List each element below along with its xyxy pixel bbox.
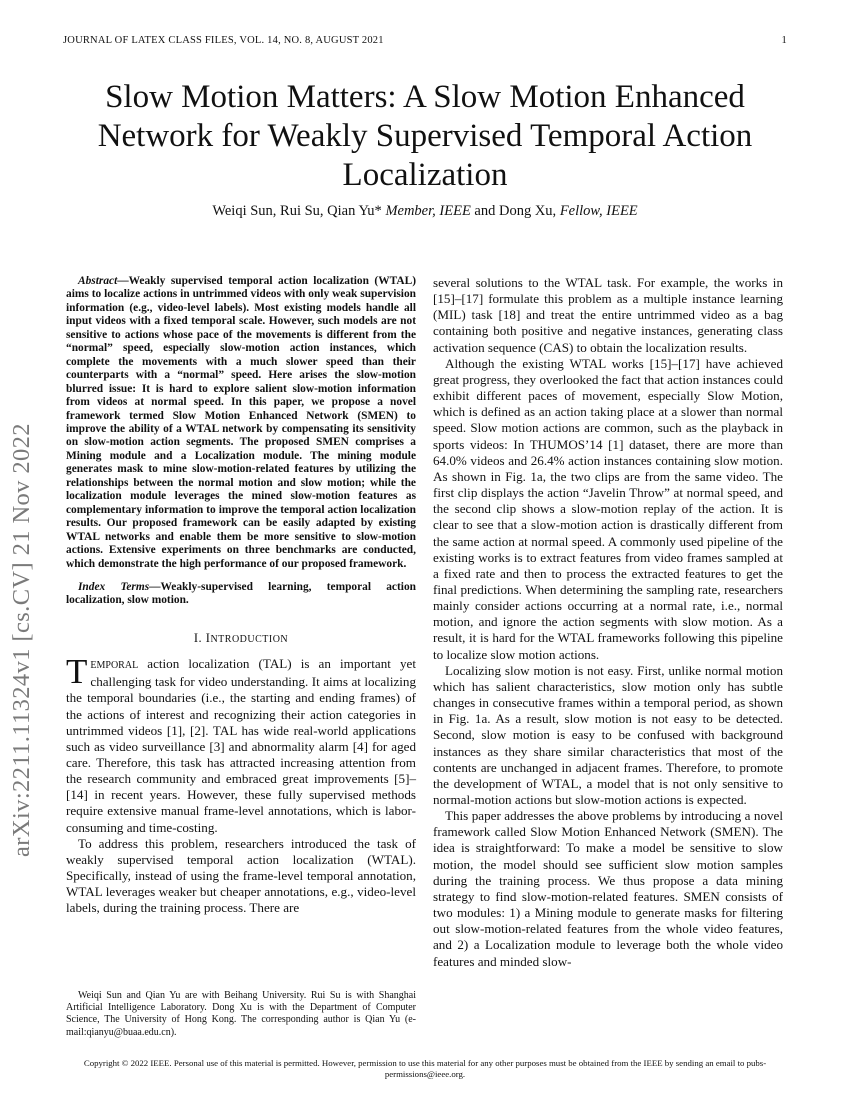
intro-paragraph-2: To address this problem, researchers introduced the task of weakly supervised temporal action localization (WTAL). Specifically, instead of using the frame-level temporal annotation, WTAL leverages weaker but cheaper annotations, e.g., video-level labels, during the training process. There are: [66, 835, 416, 916]
journal-name: JOURNAL OF LATEX CLASS FILES, VOL. 14, NO. 8, AUGUST 2021: [63, 35, 384, 46]
arxiv-watermark: [0, 285, 44, 995]
right-paragraph-2: Although the existing WTAL works [15]–[17] have achieved great progress, they overlooked the fact that action instances could exhibit different paces of movement, especially Slow Motion, which is defined as an action taking place at a slower than normal speed. Slow motion actions are common, such as the playback in sports videos: In THUMOS’14 [1] dataset, there are more than 64.0% videos and 26.4% action instances containing slow motion. As shown in Fig. 1a, the two clips are from the same video. The first clip displays the action “Javelin Throw” at normal speed, and the second clip shows a slow-motion replay of the action. It is clear to see that a slow-motion action is drastically different from the same action at normal speed. A commonly used pipeline of the existing works is to extract features from video frames sampled at a fixed rate and then to process the extracted features to get the final predictions. When determining the sampling rate, researchers mainly consider actions occurring at a normal rate, i.e., normal motion, and ignore the action segments with slow motion. As a result, it is hard for the WTAL frameworks following this pipeline to localize slow motion actions.: [433, 355, 783, 662]
author-affiliation-footnote: Weiqi Sun and Qian Yu are with Beihang University. Rui Su is with Shanghai Artificial Intelligence Laboratory. Dong Xu is with the Department of Computer Science, The University of Hong Kong. The corresponding author is Qian Yu (e-mail:qianyu@buaa.edu.cn).: [66, 990, 416, 1038]
intro-lead-word: EMPORAL: [90, 660, 139, 672]
copyright-notice: Copyright © 2022 IEEE. Personal use of this material is permitted. However, permission to use this material for any other purposes must be obtained from the IEEE by sending an email to pubs-permissions@ieee.org.: [83, 1058, 767, 1079]
author-member-grade: Member, IEEE: [385, 203, 471, 219]
intro-paragraph-1: [66, 652, 416, 836]
intro-paragraph-1-text: action localization (TAL) is an important yet challenging task for video understanding. It aims at localizing the temporal boundaries (i.e., the starting and ending frames) of the actions of interest and recognizing their action categories in untrimmed videos [1], [2]. TAL has wide real-world applications such as video surveillance [3] and abnormality alarm [4] for aged care. Therefore, this task has attracted increasing attention from the research community and embraced great improvements [5]–[14] in recent years. However, these fully supervised methods require extensive manual frame-level annotations, which is labor-consuming and time-costing.: [66, 656, 416, 835]
author-line: [60, 203, 790, 220]
left-column: [66, 275, 416, 917]
abstract-label: Abstract: [78, 275, 118, 287]
author-names: Weiqi Sun, Rui Su, Qian Yu*: [212, 203, 382, 219]
running-header: [63, 35, 787, 49]
author-fellow-grade: Fellow, IEEE: [559, 203, 638, 219]
index-terms: [66, 581, 416, 608]
right-paragraph-4: This paper addresses the above problems by introducing a novel framework called Slow Motion Enhanced Network (SMEN). The idea is straightforward: To make a model be sensitive to slow motion, the model should see sufficient slow motion samples during the training process. We thus propose a data mining strategy to find slow-motion-related features. SMEN consists of two modules: 1) a Mining module to generate masks for filtering out slow-motion-related features from the whole video features, and 2) a Localization module to leverage both the whole video features and minded slow-: [433, 808, 783, 969]
index-terms-text: —Weakly-supervised learning, temporal action localization, slow motion.: [66, 580, 416, 607]
right-column: [433, 275, 783, 970]
right-paragraph-3: Localizing slow motion is not easy. First, unlike normal motion which has salient characteristics, slow motion only has subtle changes in consecutive frames within a temporal period, as shown in Fig. 1a. As a result, slow motion is not easy to be detected. Second, slow motion is easy to be confused with background instances as they share similar characteristics that most of the contents are unchanged in adjacent frames. Therefore, to promote the development of WTAL, a model that is not only sensitive to normal-motion actions but slow-motion actions is expected.: [433, 662, 783, 807]
index-terms-label: Index Terms: [78, 580, 150, 593]
abstract: [66, 275, 416, 571]
author-and: and Dong Xu,: [474, 203, 557, 219]
drop-cap: T: [66, 652, 88, 692]
abstract-text: —Weakly supervised temporal action localization (WTAL) aims to localize actions in untrimmed videos with only weak supervision information (e.g., video-level labels). Most existing models handle all input videos with a fixed temporal scale. However, such models are not sensitive to actions whose pace of the movements is different from the “normal” speed, especially slow-motion action instances, which complete the movements with a much slower speed than their counterparts with a “normal” speed. Here arises the slow-motion blurred issue: It is hard to explore salient slow-motion information from videos at normal speed. In this paper, we propose a novel framework termed Slow Motion Enhanced Network (SMEN) to improve the ability of a WTAL network by compensating its sensitivity on slow-motion action segments. The proposed SMEN comprises a Mining module and a Localization module. The mining module generates mask to mine slow-motion-related features by utilizing the relationships between the normal motion and slow motion; while the localization module leverages the mined slow-motion features as complementary information to improve the temporal action localization results. Our proposed framework can be easily adapted by existing WTAL networks and enable them be more sensitive to slow-motion actions. Extensive experiments on three benchmarks are conducted, which demonstrate the high performance of our proposed framework.: [66, 275, 416, 570]
page-number: 1: [781, 35, 787, 46]
section-title-first: I: [205, 630, 211, 645]
section-heading-introduction: [66, 630, 416, 648]
right-paragraph-1: several solutions to the WTAL task. For example, the works in [15]–[17] formulate this problem as a multiple instance learning (MIL) task [18] and treat the entire untrimmed video as a bag containing both positive and negative instances, generating class activation sequence (CAS) to obtain the localization results.: [433, 275, 783, 355]
arxiv-id: arXiv:2211.11324v1 [cs.CV] 21 Nov 2022: [8, 423, 35, 857]
paper-title: Slow Motion Matters: A Slow Motion Enhanced Network for Weakly Supervised Temporal Action Localization: [97, 79, 753, 193]
section-numeral: I.: [193, 630, 203, 645]
section-title-rest: NTRODUCTION: [210, 633, 289, 645]
